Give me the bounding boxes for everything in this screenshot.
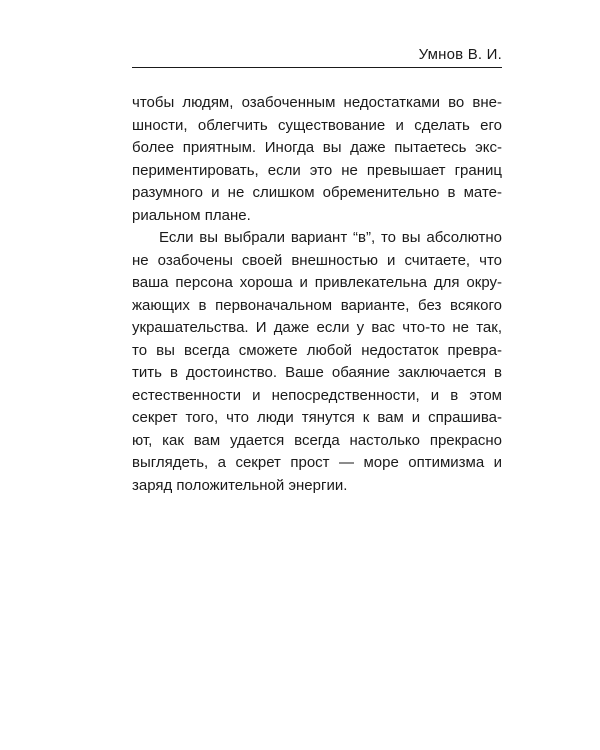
text-line: жающих в первоначальном варианте, без всякого — [132, 296, 502, 314]
paragraph — [132, 92, 502, 227]
text-line: то вы всегда сможете любой недостаток превра- — [132, 341, 502, 359]
paragraph — [132, 227, 502, 497]
text-line: ваша персона хороша и привлекательна для окру- — [132, 274, 502, 291]
text-line: шности, облегчить существование и сделать его — [132, 116, 502, 134]
text-line: тить в достоинство. Ваше обаяние заключается в — [132, 364, 502, 381]
text-line: разумного и не слишком обременительно в мате- — [132, 184, 502, 201]
text-line: естественности и непосредственности, и в этом — [132, 386, 502, 404]
body-text — [132, 92, 502, 497]
text-line: чтобы людям, озабоченным недостатками во вне- — [132, 94, 502, 111]
text-line: более приятным. Иногда вы даже пытаетесь экс- — [132, 139, 502, 156]
text-line: не озабочены своей внешностью и считаете, что — [132, 251, 502, 269]
text-line: риальном плане. — [132, 206, 251, 224]
text-line: ют, как вам удается всегда настолько прекрасно — [132, 431, 502, 449]
text-line: периментировать, если это не превышает границ — [132, 161, 502, 179]
text-line: заряд положительной энергии. — [132, 476, 348, 494]
text-line: Если вы выбрали вариант “в”, то вы абсолютно — [159, 229, 502, 246]
text-line: секрет того, что люди тянутся к вам и спрашива- — [132, 409, 502, 426]
header-rule — [132, 67, 502, 68]
text-line: выглядеть, а секрет прост — море оптимизма и — [132, 454, 502, 471]
running-header-author: Умнов В. И. — [418, 46, 502, 63]
text-line: украшательства. И даже если у вас что-то не так, — [132, 319, 502, 336]
